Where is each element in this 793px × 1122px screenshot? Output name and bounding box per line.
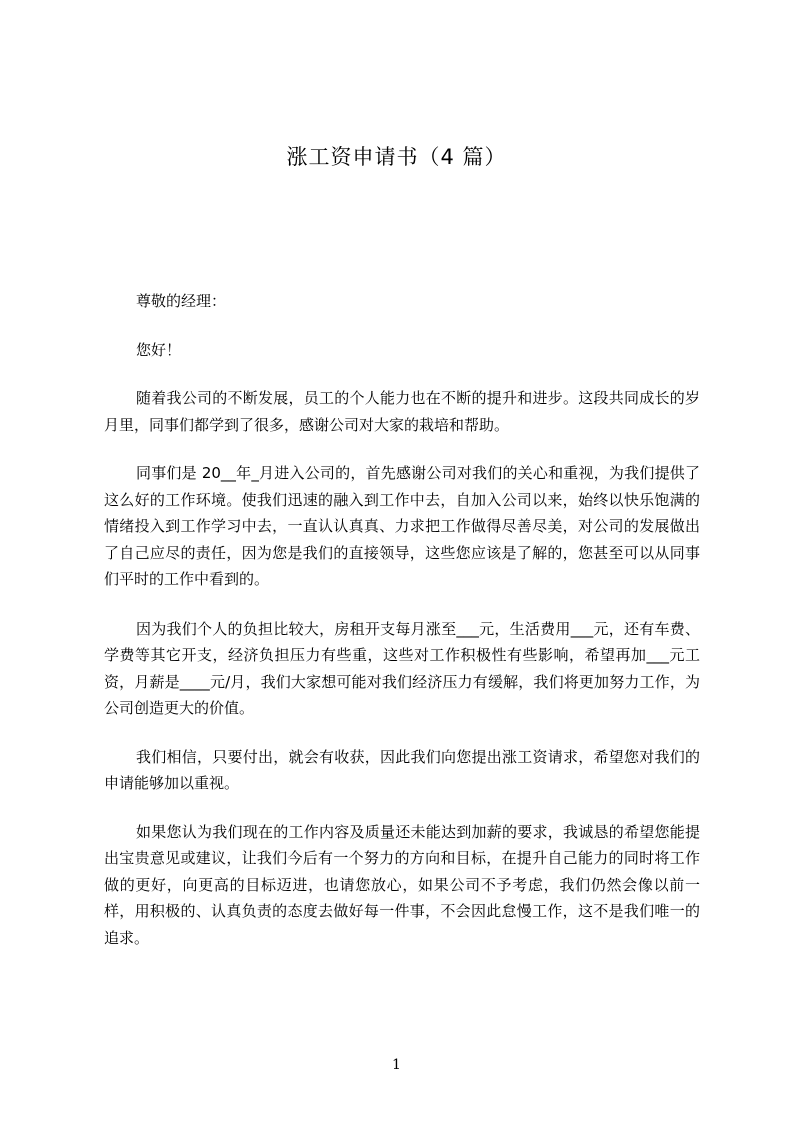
salutation: 尊敬的经理： — [136, 292, 227, 310]
document-body — [104, 288, 700, 973]
greeting: 您好！ — [136, 340, 182, 359]
document-title: 涨工资申请书（4 篇） — [286, 145, 507, 169]
paragraph-closing: 如果您认为我们现在的工作内容及质量还未能达到加薪的要求，我诚恳的希望您能提出宝贵意见或建议，让我们今后有一个努力的方向和目标，在提升自己能力的同时将工作做的更好，向更高的目标迈进，也请您放心，如果公司不予考虑，我们仍然会像以前一样，用积极的、认真负责的态度去做好每一件事，不会因此怠慢工作，这不是我们唯一的追求。 — [104, 822, 700, 947]
paragraph-request: 我们相信，只要付出，就会有收获，因此我们向您提出涨工资请求，希望您对我们的申请能够加以重视。 — [104, 747, 700, 792]
paragraph-intro: 随着我公司的不断发展，员工的个人能力也在不断的提升和进步。这段共同成长的岁月里，同事们都学到了很多，感谢公司对大家的栽培和帮助。 — [104, 389, 700, 434]
page-number: 1 — [392, 1057, 401, 1073]
paragraph-financial-burden: 因为我们个人的负担比较大，房租开支每月涨至___元，生活费用___元，还有车费、学费等其它开支，经济负担压力有些重，这些对工作积极性有些影响，希望再加___元工资，月薪是____元/月，我们大家想可能对我们经济压力有缓解，我们将更加努力工作，为公司创造更大的价值。 — [104, 619, 700, 717]
paragraph-work-history: 同事们是 20__年_月进入公司的，首先感谢公司对我们的关心和重视，为我们提供了这么好的工作环境。使我们迅速的融入到工作中去，自加入公司以来，始终以快乐饱满的情绪投入到工作学习中去，一直认认真真、力求把工作做得尽善尽美，对公司的发展做出了自己应尽的责任，因为您是我们的直接领导，这些您应该是了解的，您甚至可以从同事们平时的工作中看到的。 — [104, 464, 700, 588]
